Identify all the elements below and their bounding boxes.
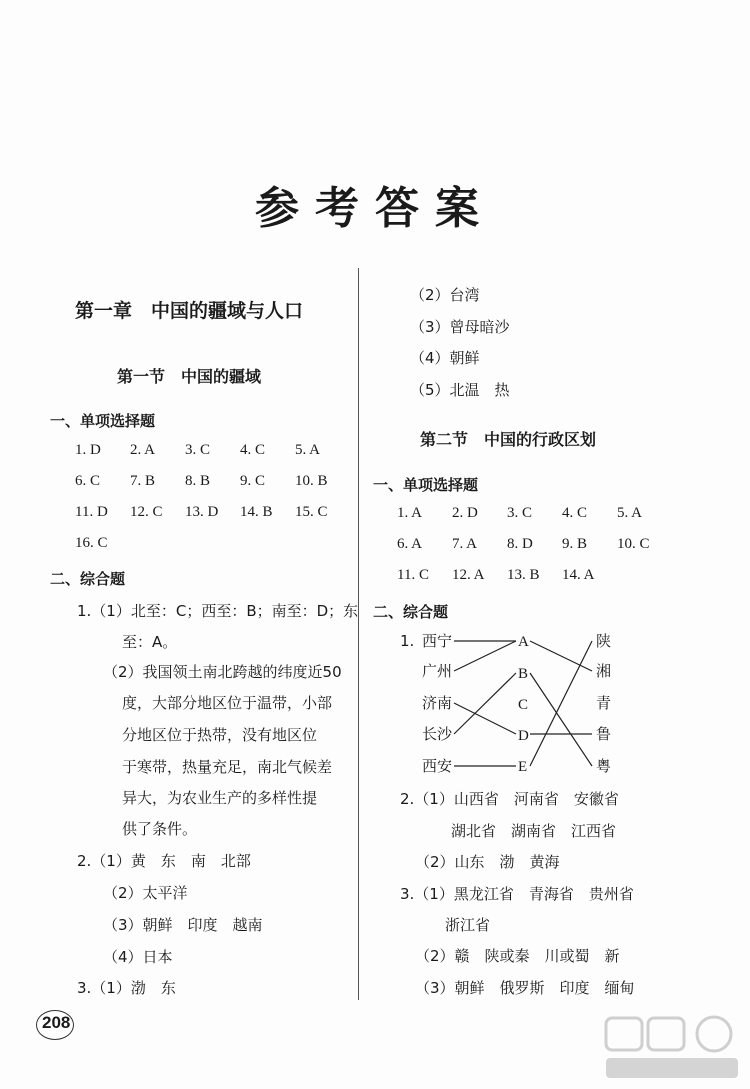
page-number: 208 — [42, 1013, 71, 1032]
answer-line: （2）台湾 — [410, 286, 480, 304]
match-line — [530, 673, 592, 766]
answer-cell: 11. C — [397, 567, 429, 583]
province-label: 广州 — [422, 662, 453, 680]
mcq-heading-right: 一、单项选择题 — [373, 476, 479, 494]
answer-line: 度，大部分地区位于温带，小部 — [122, 694, 333, 712]
province-label: 长沙 — [422, 725, 453, 743]
abbr-label: 青 — [596, 694, 612, 712]
answer-cell: 4. C — [240, 442, 266, 458]
answer-cell: 5. A — [617, 505, 643, 521]
watermark-logo — [600, 1012, 745, 1084]
answer-line: 3.（1）黑龙江省 青海省 贵州省 — [400, 885, 634, 903]
province-label: 西安 — [422, 757, 453, 775]
answer-cell: 1. A — [397, 505, 423, 521]
matching-number: 1. — [400, 632, 415, 650]
answer-cell: 10. B — [295, 473, 328, 489]
answer-line: 供了条件。 — [122, 820, 198, 838]
answer-cell: 14. B — [240, 504, 273, 520]
answer-line: 浙江省 — [445, 916, 491, 934]
answer-cell: 13. B — [507, 567, 540, 583]
letter-label: A — [518, 634, 529, 650]
answer-cell: 12. C — [130, 504, 163, 520]
letter-label: E — [518, 759, 528, 775]
section-heading-1: 第一节 中国的疆域 — [117, 367, 262, 386]
page-title: 参考答案 — [255, 183, 495, 234]
matching-diagram — [410, 622, 620, 782]
comprehensive-heading-right: 二、综合题 — [373, 603, 449, 621]
column-divider — [358, 268, 359, 1000]
answer-cell: 15. C — [295, 504, 328, 520]
answer-cell: 3. C — [185, 442, 211, 458]
answer-line: （2）山东 渤 黄海 — [415, 853, 560, 871]
answer-line: （4）日本 — [103, 948, 173, 966]
answer-cell: 10. C — [617, 536, 650, 552]
answer-line: 于寒带，热量充足，南北气候差 — [122, 758, 333, 776]
abbr-label: 粤 — [596, 757, 612, 775]
mcq-heading-left: 一、单项选择题 — [50, 412, 156, 430]
answer-cell: 8. D — [507, 536, 533, 552]
answer-line: 异大，为农业生产的多样性提 — [122, 789, 318, 807]
match-line — [530, 641, 592, 766]
abbr-label: 鲁 — [596, 725, 612, 743]
section-heading-2: 第二节 中国的行政区划 — [420, 430, 597, 449]
answer-cell: 4. C — [562, 505, 588, 521]
answer-cell: 2. D — [452, 505, 478, 521]
answer-cell: 9. B — [562, 536, 588, 552]
answer-cell: 2. A — [130, 442, 156, 458]
answer-line: 1.（1）北至：C；西至：B；南至：D；东 — [77, 602, 359, 620]
letter-label: C — [518, 697, 529, 713]
answer-line: （5）北温 热 — [410, 381, 510, 399]
abbr-label: 湘 — [596, 662, 612, 680]
letter-label: D — [518, 728, 529, 744]
answer-line: 至：A。 — [122, 633, 178, 651]
answer-line: 2.（1）山西省 河南省 安徽省 — [400, 790, 619, 808]
answer-line: （3）朝鲜 印度 越南 — [103, 916, 263, 934]
answer-line: （2）我国领土南北跨越的纬度近50 — [103, 663, 342, 681]
comprehensive-heading-left: 二、综合题 — [50, 570, 126, 588]
answer-cell: 5. A — [295, 442, 321, 458]
answer-cell: 6. A — [397, 536, 423, 552]
answer-line: 分地区位于热带，没有地区位 — [122, 726, 318, 744]
province-label: 西宁 — [422, 632, 453, 650]
answer-cell: 7. A — [452, 536, 478, 552]
answer-line: （4）朝鲜 — [410, 349, 480, 367]
answer-cell: 9. C — [240, 473, 266, 489]
answer-line: （2）赣 陕或秦 川或蜀 新 — [415, 947, 620, 965]
answer-cell: 3. C — [507, 505, 533, 521]
answer-cell: 7. B — [130, 473, 156, 489]
answer-cell: 16. C — [75, 535, 108, 551]
answer-line: （3）曾母暗沙 — [410, 318, 510, 336]
answer-cell: 6. C — [75, 473, 101, 489]
answer-cell: 8. B — [185, 473, 211, 489]
answer-line: （2）太平洋 — [103, 884, 188, 902]
answer-cell: 11. D — [75, 504, 108, 520]
answer-cell: 13. D — [185, 504, 219, 520]
match-line — [454, 641, 516, 671]
answer-cell: 12. A — [452, 567, 485, 583]
match-line — [454, 673, 516, 734]
letter-label: B — [518, 666, 529, 682]
chapter-heading: 第一章 中国的疆域与人口 — [75, 300, 304, 322]
match-line — [454, 703, 516, 734]
abbr-label: 陕 — [596, 632, 612, 650]
answer-line: 湖北省 湖南省 江西省 — [451, 822, 617, 840]
answer-cell: 14. A — [562, 567, 595, 583]
match-line — [530, 641, 592, 671]
answer-line: 3.（1）渤 东 — [77, 979, 176, 997]
province-label: 济南 — [422, 694, 453, 712]
answer-line: （3）朝鲜 俄罗斯 印度 缅甸 — [415, 979, 635, 997]
answer-cell: 1. D — [75, 442, 101, 458]
answer-line: 2.（1）黄 东 南 北部 — [77, 852, 251, 870]
